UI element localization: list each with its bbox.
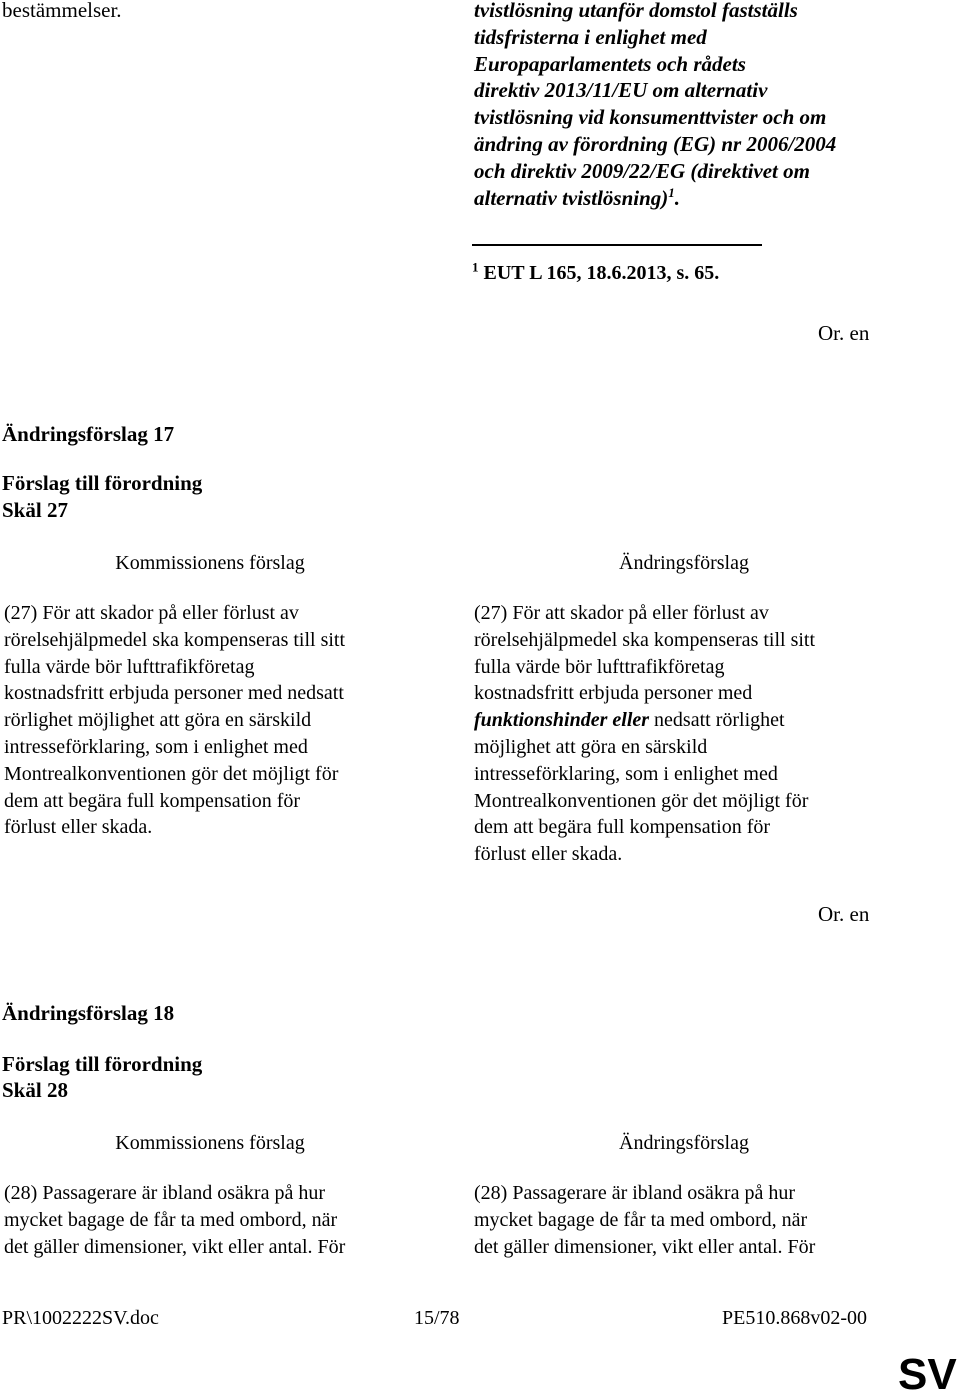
text-line: dem att begära full kompensation för (4, 789, 301, 812)
footnote-separator (472, 244, 762, 246)
footer-page-number: 15/78 (414, 1307, 460, 1329)
text-fragment: alternativ tvistlösning) (474, 185, 669, 210)
footer-pe-reference: PE510.868v02-00 (722, 1307, 867, 1329)
column-header-amendment: Ändringsförslag (619, 552, 749, 574)
text-line: förlust eller skada. (4, 816, 153, 839)
text-line: kostnadsfritt erbjuda personer med (474, 682, 753, 705)
recital-number: Skäl 27 (2, 498, 68, 522)
column-header-commission: Kommissionens förslag (115, 1132, 305, 1154)
footnote-reference[interactable]: 1 (668, 184, 675, 200)
text-line: möjlighet att göra en särskild (474, 735, 708, 758)
original-language: Or. en (818, 321, 870, 345)
text-line: det gäller dimensioner, vikt eller antal. För (474, 1235, 816, 1258)
amendment-text (474, 600, 815, 868)
text-line: direktiv 2013/11/EU om alternativ (474, 78, 768, 103)
text-line: intresseförklaring, som i enlighet med (4, 735, 308, 758)
text-line: (28) Passagerare är ibland osäkra på hur (4, 1182, 325, 1204)
text-line: (27) För att skador på eller förlust av (474, 602, 769, 624)
footnote (472, 260, 719, 287)
text-line: tidsfristerna i enlighet med (474, 24, 707, 49)
text-line: det gäller dimensioner, vikt eller antal. För (4, 1235, 346, 1258)
text-line: tvistlösning vid konsumenttvister och om (474, 105, 827, 130)
amendment-heading: Ändringsförslag 17 (2, 422, 175, 446)
text-line: tvistlösning utanför domstol fastställs (474, 0, 798, 22)
text-line (474, 185, 836, 212)
text-line: kostnadsfritt erbjuda personer med nedsatt (4, 682, 344, 705)
proposal-title: Förslag till förordning (2, 471, 203, 495)
text-line (474, 707, 815, 734)
text-line: mycket bagage de får ta med ombord, när (4, 1208, 338, 1231)
text-line: rörlighet möjlighet att göra en särskild (4, 709, 312, 732)
previous-amendment-text (474, 0, 836, 211)
text-line: Montrealkonventionen gör det möjligt för (4, 762, 339, 785)
footnote-text: EUT L 165, 18.6.2013, s. 65. (483, 262, 720, 284)
original-language: Or. en (818, 902, 870, 926)
column-header-amendment: Ändringsförslag (619, 1132, 749, 1154)
text-line: (27) För att skador på eller förlust av (4, 602, 299, 624)
commission-text (4, 1180, 345, 1260)
text-line: intresseförklaring, som i enlighet med (474, 762, 778, 785)
text-fragment: . (674, 185, 681, 210)
footer-doc-reference: PR\1002222SV.doc (2, 1307, 159, 1329)
commission-text (4, 600, 345, 841)
text-line: mycket bagage de får ta med ombord, när (474, 1208, 808, 1231)
amendment-heading: Ändringsförslag 18 (2, 1001, 175, 1025)
footnote-marker: 1 (472, 259, 479, 275)
amended-text: funktionshinder eller (474, 709, 650, 732)
proposal-title: Förslag till förordning (2, 1052, 203, 1076)
text-line: dem att begära full kompensation för (474, 816, 771, 839)
amendment-text (474, 1180, 815, 1260)
text-line: och direktiv 2009/22/EG (direktivet om (474, 158, 810, 183)
text-line: fulla värde bör lufttrafikföretag (4, 655, 255, 678)
text-line: Europaparlamentets och rådets (474, 51, 746, 76)
text-line: fulla värde bör lufttrafikföretag (474, 655, 725, 678)
previous-text-tail: bestämmelser. (2, 0, 122, 22)
text-line: Montrealkonventionen gör det möjligt för (474, 789, 809, 812)
column-header-commission: Kommissionens förslag (115, 552, 305, 574)
language-badge: SV (898, 1350, 957, 1399)
recital-number: Skäl 28 (2, 1078, 68, 1102)
text-line: rörelsehjälpmedel ska kompenseras till sitt (474, 628, 816, 651)
text-fragment: nedsatt rörlighet (649, 709, 785, 732)
text-line: rörelsehjälpmedel ska kompenseras till sitt (4, 628, 346, 651)
text-line: ändring av förordning (EG) nr 2006/2004 (474, 131, 837, 156)
text-line: förlust eller skada. (474, 843, 623, 866)
text-line: (28) Passagerare är ibland osäkra på hur (474, 1182, 795, 1204)
